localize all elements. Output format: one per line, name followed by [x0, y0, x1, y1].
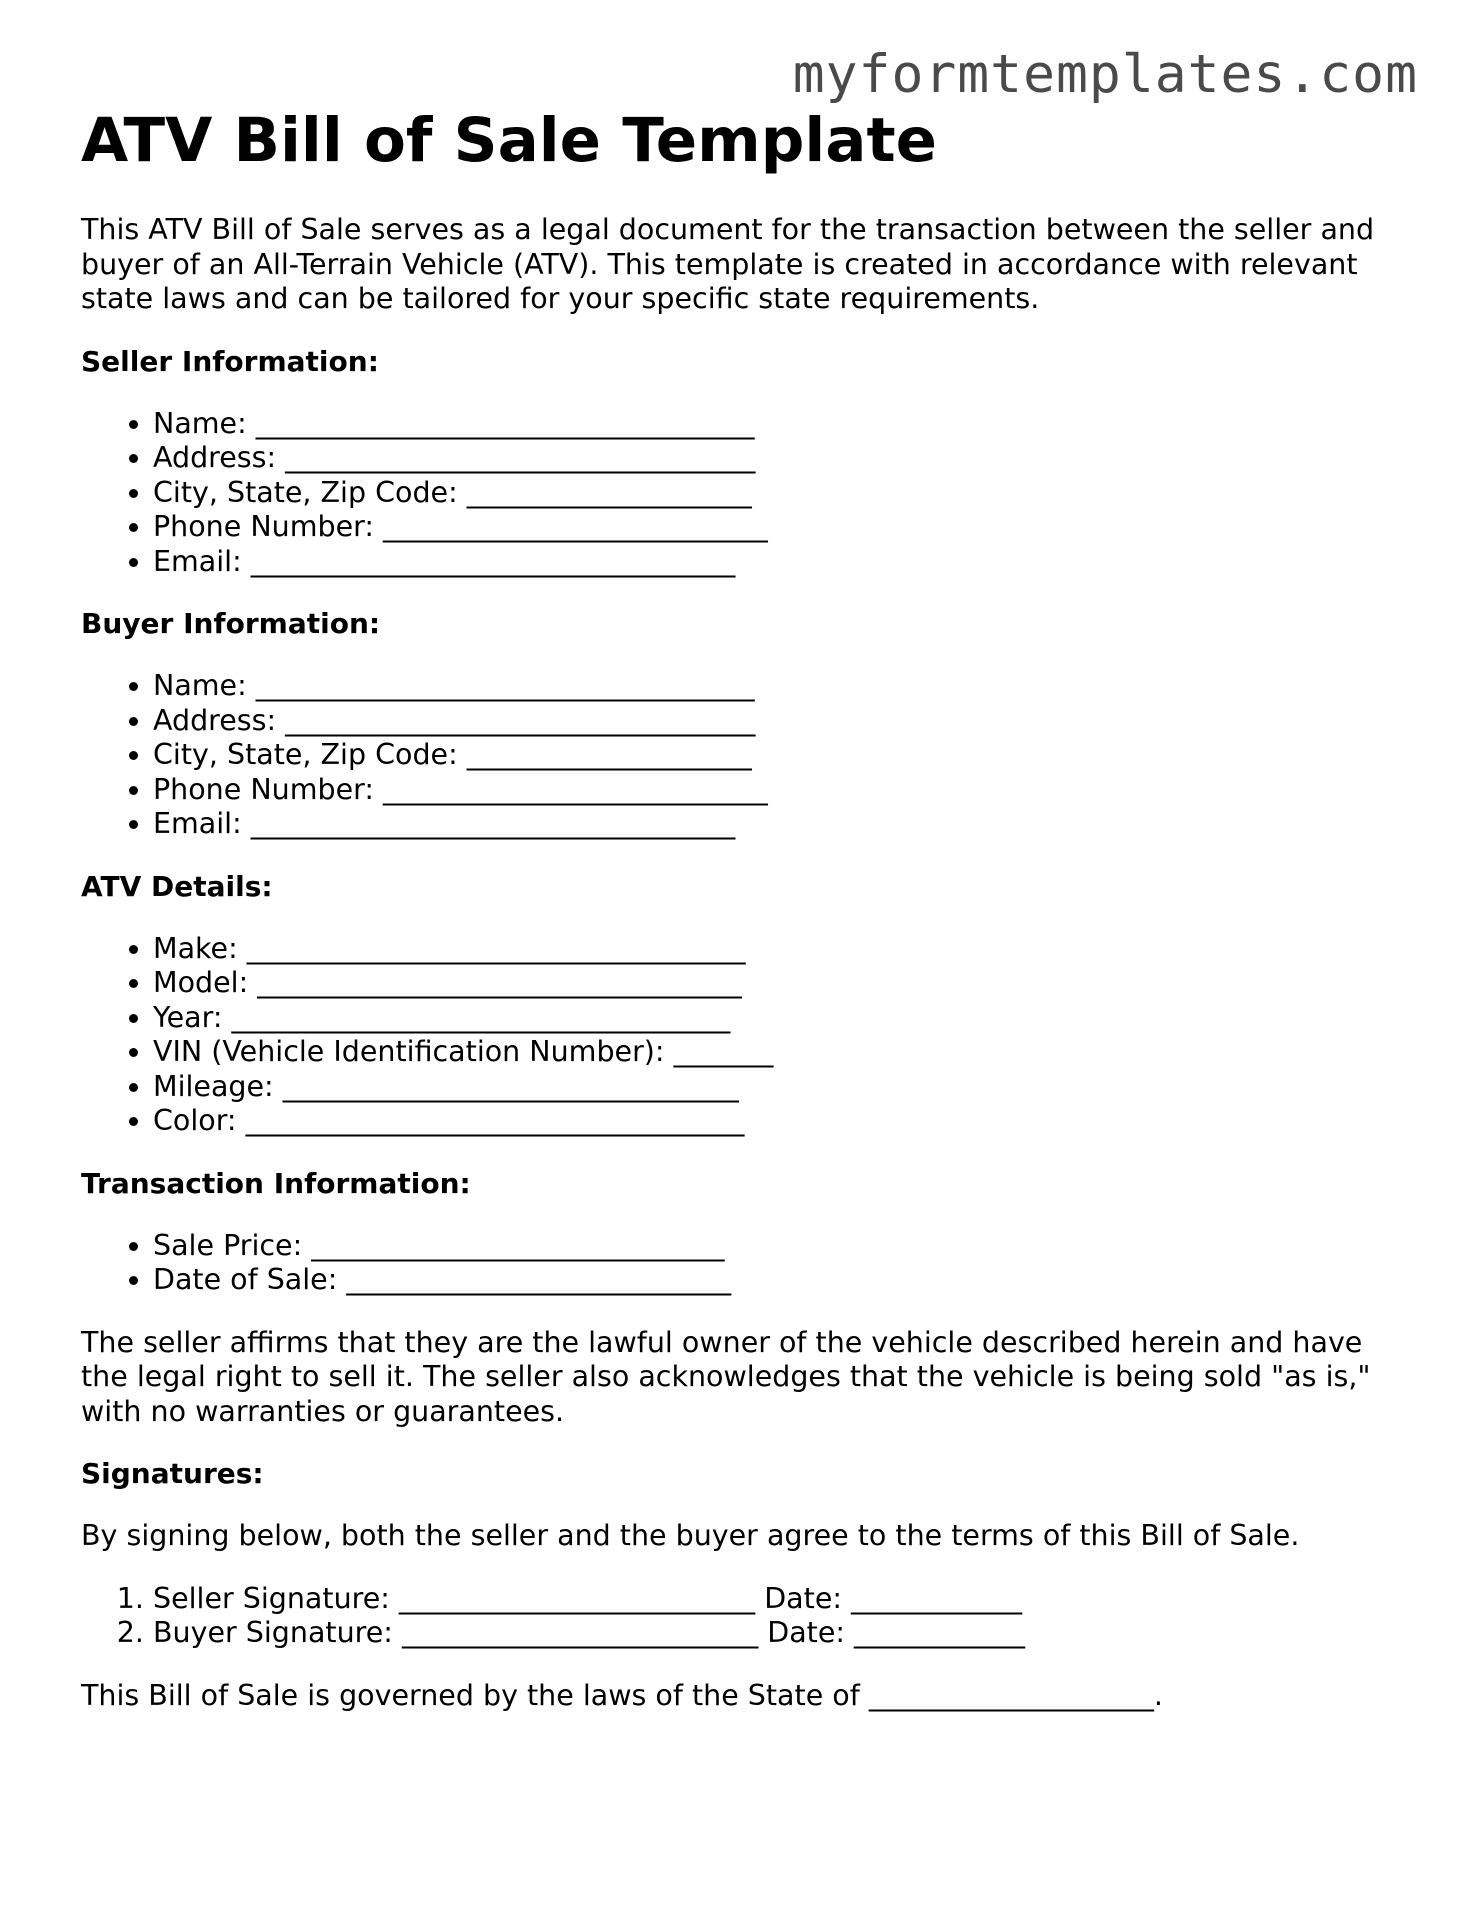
atv-make-field: • Make: ___________________________________ [153, 932, 1411, 967]
seller-address-field: • Address: _________________________________ [153, 441, 1411, 476]
buyer-phone-field: • Phone Number: ___________________________ [153, 773, 1411, 808]
seller-heading: Seller Information: [81, 344, 379, 378]
intro-paragraph: This ATV Bill of Sale serves as a legal document for the transaction between the seller and buyer of an All-Terrain Vehicle (ATV). This template is created in accordance with relevant state laws and can be tailored for your specific state requirements. [81, 213, 1375, 315]
seller-name-field: • Name: ___________________________________ [153, 407, 1411, 442]
atv-list [81, 932, 1411, 1139]
seller-phone-field: • Phone Number: ___________________________ [153, 510, 1411, 545]
document-title: ATV Bill of Sale Template [81, 105, 937, 176]
document-body [81, 105, 1411, 1713]
atv-year-field: • Year: ___________________________________ [153, 1001, 1411, 1036]
seller-list [81, 407, 1411, 580]
affirmation-paragraph: The seller affirms that they are the lawful owner of the vehicle described herein and have the legal right to sell it. The seller also acknowledges that the vehicle is being sold "as is," with no warranties or guarantees. [81, 1325, 1371, 1428]
seller-signature-line: 1. Seller Signature: _________________________ Date: ____________ [153, 1582, 1411, 1617]
signatures-list [81, 1582, 1411, 1651]
buyer-email-field: • Email: __________________________________ [153, 807, 1411, 842]
buyer-city-field: • City, State, Zip Code: ____________________ [153, 738, 1411, 773]
atv-vin-field: • VIN (Vehicle Identification Number): _______ [153, 1035, 1411, 1070]
sale-date-field: • Date of Sale: ___________________________ [153, 1263, 1411, 1298]
atv-model-field: • Model: __________________________________ [153, 966, 1411, 1001]
atv-heading: ATV Details: [81, 869, 273, 903]
site-watermark: myformtemplates.com [792, 44, 1418, 105]
buyer-signature-line: 2. Buyer Signature: _________________________ Date: ____________ [153, 1616, 1411, 1651]
seller-city-field: • City, State, Zip Code: ____________________ [153, 476, 1411, 511]
governing-law-paragraph: This Bill of Sale is governed by the laws of the State of ____________________. [81, 1678, 1163, 1712]
transaction-heading: Transaction Information: [81, 1166, 471, 1200]
atv-color-field: • Color: ___________________________________ [153, 1104, 1411, 1139]
buyer-heading: Buyer Information: [81, 607, 381, 640]
seller-email-field: • Email: __________________________________ [153, 545, 1411, 580]
signatures-heading: Signatures: [81, 1457, 264, 1490]
buyer-address-field: • Address: _________________________________ [153, 704, 1411, 739]
transaction-list [81, 1229, 1411, 1298]
atv-mileage-field: • Mileage: ________________________________ [153, 1070, 1411, 1105]
signatures-intro: By signing below, both the seller and the buyer agree to the terms of this Bill of Sale. [81, 1519, 1300, 1552]
sale-price-field: • Sale Price: _____________________________ [153, 1229, 1411, 1264]
buyer-list [81, 669, 1411, 842]
buyer-name-field: • Name: ___________________________________ [153, 669, 1411, 704]
